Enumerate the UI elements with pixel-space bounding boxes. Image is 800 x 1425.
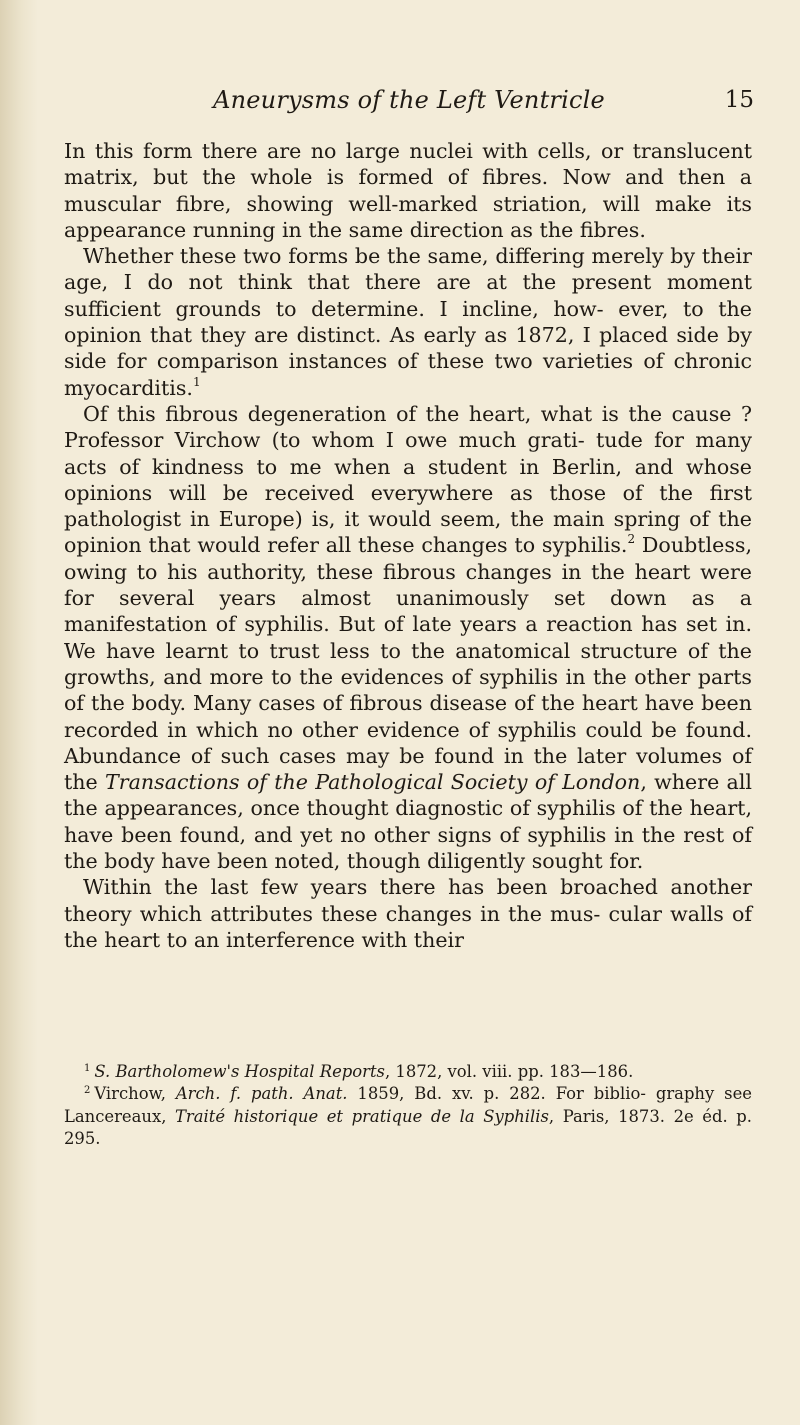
- text-run: Of this fibrous degeneration of the heart, what is the cause ? Professor Virchow (to whom I owe much grati- tude for many acts of kindness to me when a student in Berlin, and whose opinions will be received everywhere as those of the first pathologist in Europe) is, it would seem, the main spring of the opinion that would refer all these changes to syphilis.: [64, 401, 752, 558]
- italic-title: Transactions of the Pathological Society of London: [105, 770, 641, 795]
- paragraph-1: [64, 138, 752, 243]
- footnote-mark: 2: [84, 1085, 91, 1097]
- italic-title: Arch. f. path. Anat.: [175, 1084, 348, 1104]
- text-run: Whether these two forms be the same, differing merely by their age, I do not think that there are at the present moment sufficient grounds to determine. I incline, how- ever, to the opinion that they are distinct. As early as 1872, I placed side by side for comparison instances of these two varieties of chronic myocarditis.: [64, 244, 752, 400]
- page-edge-shadow: [0, 0, 38, 1425]
- text-run: 1859, Bd. xv. p. 282. For biblio- graphy see Lancereaux,: [64, 1084, 752, 1126]
- italic-title: Traité historique et pratique de la Syphilis: [175, 1106, 549, 1126]
- paragraph-2: [64, 243, 752, 401]
- text-run: , where all the appearances, once thought diagnostic of syphilis of the heart, have been found, and yet no other signs of syphilis in the rest of the body have been noted, though diligently sought for.: [64, 770, 752, 874]
- footnote-2: [64, 1083, 752, 1150]
- footnote-reference: 2: [627, 532, 636, 547]
- body-text: [64, 138, 752, 953]
- text-run: Virchow,: [94, 1084, 176, 1104]
- running-head: [64, 82, 754, 118]
- footnote-reference: 1: [192, 374, 201, 389]
- footnotes: [64, 1061, 752, 1151]
- text-run: , 1872, vol. viii. pp. 183—186.: [384, 1062, 634, 1081]
- footnote-mark: 1: [84, 1063, 91, 1074]
- footnote-1: [64, 1061, 752, 1083]
- page-number: 15: [724, 87, 754, 113]
- text-run: , Paris, 1873. 2e éd. p. 295.: [64, 1106, 752, 1149]
- text-run: Within the last few years there has been broached another theory which attributes these changes in the mus- cular walls of the heart to an interference with their: [64, 875, 752, 952]
- text-run: In this form there are no large nuclei with cells, or translucent matrix, but the whole is formed of fibres. Now and then a muscular fibre, showing well-marked striation, will make its appearance running in the same direction as the fibres.: [64, 139, 752, 242]
- italic-title: S. Bartholomew's Hospital Reports: [94, 1062, 385, 1081]
- paragraph-4: [64, 874, 752, 953]
- text-run: Doubtless, owing to his authority, these fibrous changes in the heart were for several years almost unanimously set down as a manifestation of syphilis. But of late years a reaction has set in. We have learnt to trust less to the anatomical structure of the growths, and more to the evidences of syphilis in the other parts of the body. Many cases of fibrous disease of the heart have been recorded in which no other evidence of syphilis could be found. Abundance of such cases may be found in the later volumes of the: [64, 533, 752, 795]
- running-title: Aneurysms of the Left Ventricle: [213, 86, 605, 114]
- paragraph-3: [64, 401, 752, 874]
